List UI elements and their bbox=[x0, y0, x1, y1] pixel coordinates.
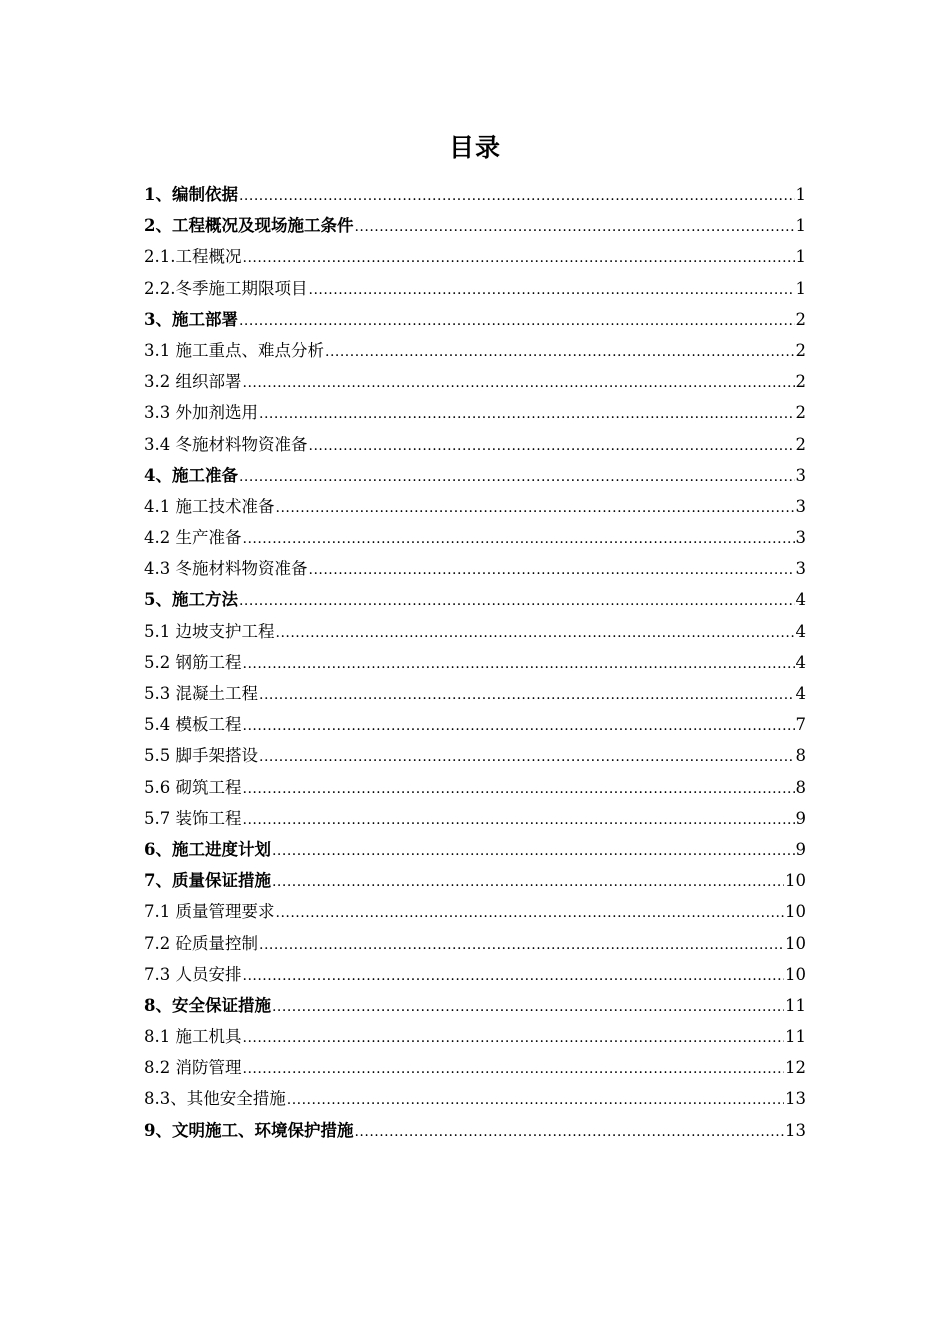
toc-page-number: 11 bbox=[785, 995, 806, 1015]
toc-page-number: 10 bbox=[785, 933, 806, 953]
toc-entry[interactable] bbox=[144, 709, 806, 740]
toc-dot-leader bbox=[309, 275, 795, 306]
toc-page-number: 1 bbox=[795, 216, 806, 236]
toc-entry-label: 9、文明施工、环境保护措施 bbox=[144, 1120, 354, 1140]
toc-dot-leader bbox=[239, 586, 795, 617]
toc-dot-leader bbox=[287, 1085, 784, 1116]
toc-entry[interactable] bbox=[144, 210, 806, 241]
toc-dot-leader bbox=[243, 961, 785, 992]
toc-entry[interactable] bbox=[144, 335, 806, 366]
toc-title: 目录 bbox=[448, 133, 501, 162]
toc-entry[interactable] bbox=[144, 990, 806, 1021]
toc-dot-leader bbox=[354, 212, 794, 243]
toc-page-number: 8 bbox=[795, 777, 806, 797]
toc-page-number: 1 bbox=[795, 278, 806, 298]
toc-entry-label: 4.2 生产准备 bbox=[144, 528, 242, 548]
toc-dot-leader bbox=[325, 337, 795, 368]
toc-dot-leader bbox=[243, 649, 795, 680]
toc-page-number: 10 bbox=[785, 964, 806, 984]
toc-page-number: 1 bbox=[795, 247, 806, 267]
toc-entry[interactable] bbox=[144, 740, 806, 771]
toc-entry-label: 3.1 施工重点、难点分析 bbox=[144, 340, 324, 360]
toc-dot-leader bbox=[239, 306, 795, 337]
toc-dot-leader bbox=[259, 680, 795, 711]
toc-entry-label: 7.1 质量管理要求 bbox=[144, 902, 275, 922]
toc-entry[interactable] bbox=[144, 803, 806, 834]
toc-entry-label: 6、施工进度计划 bbox=[144, 839, 271, 859]
toc-dot-leader bbox=[309, 555, 795, 586]
toc-entry[interactable] bbox=[144, 304, 806, 335]
toc-entry[interactable] bbox=[144, 1083, 806, 1114]
toc-entry-label: 8.3、其他安全措施 bbox=[144, 1089, 286, 1109]
toc-page-number: 3 bbox=[795, 528, 806, 548]
toc-entry-label: 5.3 混凝土工程 bbox=[144, 684, 258, 703]
toc-page-number: 2 bbox=[795, 434, 806, 454]
toc-entry-label: 5.6 砌筑工程 bbox=[144, 777, 242, 797]
toc-entry[interactable] bbox=[144, 584, 806, 615]
toc-page-number: 13 bbox=[785, 1120, 806, 1140]
toc-entry[interactable] bbox=[144, 678, 806, 709]
toc-dot-leader bbox=[354, 1117, 784, 1148]
toc-entry[interactable] bbox=[144, 616, 806, 647]
toc-entry-label: 8、安全保证措施 bbox=[144, 995, 271, 1015]
toc-page-number: 3 bbox=[795, 496, 806, 516]
toc-page-number: 11 bbox=[785, 1027, 806, 1047]
toc-entry-label: 2.1.工程概况 bbox=[144, 247, 242, 267]
toc-entry-label: 4、施工准备 bbox=[144, 465, 238, 485]
toc-dot-leader bbox=[243, 1023, 785, 1054]
toc-entry[interactable] bbox=[144, 959, 806, 990]
toc-dot-leader bbox=[243, 243, 795, 274]
toc-page-number: 9 bbox=[795, 808, 806, 828]
toc-entry-label: 5.4 模板工程 bbox=[144, 715, 242, 735]
toc-dot-leader bbox=[243, 805, 795, 836]
toc-entry[interactable] bbox=[144, 865, 806, 896]
toc-dot-leader bbox=[243, 774, 795, 805]
toc-entry[interactable] bbox=[144, 397, 806, 428]
toc-entry-label: 2.2.冬季施工期限项目 bbox=[144, 278, 308, 298]
toc-page-number: 3 bbox=[795, 465, 806, 485]
toc-dot-leader bbox=[259, 742, 795, 773]
toc-page-number: 2 bbox=[795, 309, 806, 329]
toc-page-number: 2 bbox=[795, 403, 806, 423]
toc-entry-label: 3.3 外加剂选用 bbox=[144, 403, 258, 423]
toc-entry[interactable] bbox=[144, 896, 806, 927]
toc-dot-leader bbox=[243, 524, 795, 555]
toc-page-number: 12 bbox=[785, 1058, 806, 1078]
toc-dot-leader bbox=[259, 399, 795, 430]
toc-entry-label: 7、质量保证措施 bbox=[144, 871, 271, 891]
toc-list bbox=[144, 179, 806, 1146]
toc-entry[interactable] bbox=[144, 491, 806, 522]
toc-page-number: 4 bbox=[795, 684, 806, 703]
toc-entry[interactable] bbox=[144, 179, 806, 210]
toc-dot-leader bbox=[276, 493, 795, 524]
toc-dot-leader bbox=[309, 431, 795, 462]
toc-entry[interactable] bbox=[144, 834, 806, 865]
toc-page-number: 2 bbox=[795, 372, 806, 392]
toc-entry-label: 3.4 冬施材料物资准备 bbox=[144, 434, 308, 454]
toc-page-number: 7 bbox=[795, 715, 806, 735]
toc-entry[interactable] bbox=[144, 429, 806, 460]
toc-page-number: 4 bbox=[795, 590, 806, 610]
toc-page-number: 13 bbox=[785, 1089, 806, 1109]
toc-entry-label: 3.2 组织部署 bbox=[144, 372, 242, 392]
toc-page-number: 2 bbox=[795, 340, 806, 360]
toc-entry[interactable] bbox=[144, 460, 806, 491]
toc-dot-leader bbox=[272, 867, 784, 898]
toc-entry[interactable] bbox=[144, 647, 806, 678]
toc-page-number: 1 bbox=[795, 185, 806, 204]
toc-page-number: 10 bbox=[785, 902, 806, 922]
toc-entry-label: 4.3 冬施材料物资准备 bbox=[144, 559, 308, 579]
toc-dot-leader bbox=[272, 992, 784, 1023]
toc-dot-leader bbox=[276, 898, 785, 929]
toc-dot-leader bbox=[259, 930, 784, 961]
toc-dot-leader bbox=[243, 368, 795, 399]
toc-page-number: 8 bbox=[795, 746, 806, 766]
toc-entry-label: 5、施工方法 bbox=[144, 590, 238, 610]
toc-dot-leader bbox=[243, 711, 795, 742]
toc-entry[interactable] bbox=[144, 1115, 806, 1146]
toc-entry-label: 5.1 边坡支护工程 bbox=[144, 621, 275, 641]
toc-entry[interactable] bbox=[144, 522, 806, 553]
toc-entry[interactable] bbox=[144, 553, 806, 584]
toc-entry[interactable] bbox=[144, 1052, 806, 1083]
toc-page-number: 3 bbox=[795, 559, 806, 579]
toc-page-number: 10 bbox=[785, 871, 806, 891]
toc-entry[interactable] bbox=[144, 273, 806, 304]
toc-entry-label: 8.1 施工机具 bbox=[144, 1027, 242, 1047]
toc-dot-leader bbox=[243, 1054, 785, 1085]
toc-page-number: 4 bbox=[795, 652, 806, 672]
toc-dot-leader bbox=[239, 462, 795, 493]
toc-dot-leader bbox=[272, 836, 795, 867]
toc-entry-label: 7.3 人员安排 bbox=[144, 964, 242, 984]
toc-entry-label: 7.2 砼质量控制 bbox=[144, 933, 258, 953]
toc-entry[interactable] bbox=[144, 772, 806, 803]
toc-entry[interactable] bbox=[144, 1021, 806, 1052]
toc-page-number: 4 bbox=[795, 621, 806, 641]
toc-entry-label: 5.7 装饰工程 bbox=[144, 808, 242, 828]
toc-entry-label: 8.2 消防管理 bbox=[144, 1058, 242, 1078]
toc-page-number: 9 bbox=[795, 839, 806, 859]
toc-entry-label: 1、编制依据 bbox=[144, 185, 238, 204]
toc-entry-label: 5.2 钢筋工程 bbox=[144, 652, 242, 672]
toc-entry-label: 3、施工部署 bbox=[144, 309, 238, 329]
toc-entry[interactable] bbox=[144, 928, 806, 959]
toc-entry-label: 4.1 施工技术准备 bbox=[144, 496, 275, 516]
toc-dot-leader bbox=[276, 618, 795, 649]
toc-entry-label: 2、工程概况及现场施工条件 bbox=[144, 216, 354, 236]
toc-dot-leader bbox=[239, 181, 795, 212]
toc-entry[interactable] bbox=[144, 241, 806, 272]
toc-entry[interactable] bbox=[144, 366, 806, 397]
toc-entry-label: 5.5 脚手架搭设 bbox=[144, 746, 258, 766]
